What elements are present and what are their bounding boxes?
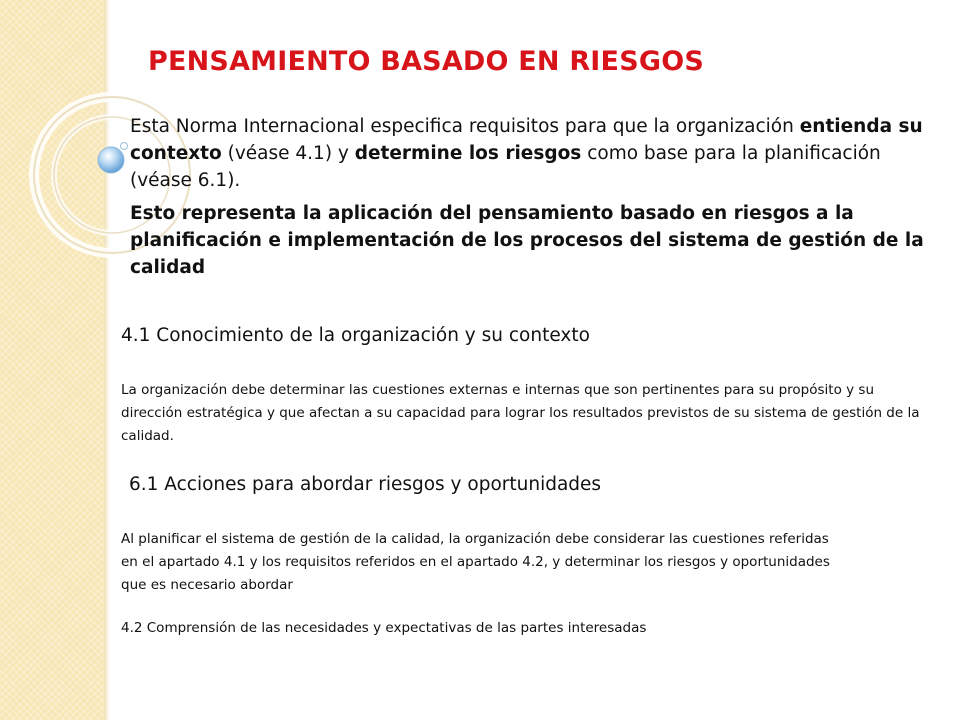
intro-text-2: (véase 4.1) y [221,143,355,164]
section-61-heading: 6.1 Acciones para abordar riesgos y oportunidades [129,474,602,495]
section-42-heading: 4.2 Comprensión de las necesidades y expectativas de las partes interesadas [121,620,647,636]
intro-paragraph [130,113,930,194]
intro-text-3: como base para la planificación (véase 6.1). [130,143,881,191]
section-41-heading: 4.1 Conocimiento de la organización y su contexto [121,325,590,346]
blue-orb-bullet-icon [98,143,128,174]
section-41-text: La organización debe determinar las cuestiones externas e internas que son pertinentes para su propósito y su dirección estratégica y que afectan a su capacidad para lograr los resultados previstos de su sistema de gestión de la calidad. [121,382,920,444]
intro-text-1: Esta Norma Internacional especifica requisitos para que la organización [130,116,800,137]
intro-bold-1: entienda su contexto [130,116,923,164]
section-61-text: Al planificar el sistema de gestión de la calidad, la organización debe considerar las cuestiones referidas en el apartado 4.1 y los requisitos referidos en el apartado 4.2, y determinar los riesgos y oportunidades que es necesario abordar [121,531,830,593]
slide-title: PENSAMIENTO BASADO EN RIESGOS [148,46,705,77]
emphasis-paragraph: Esto representa la aplicación del pensamiento basado en riesgos a la planificación e implementación de los procesos del sistema de gestión de la calidad [130,203,924,278]
intro-bold-2: determine los riesgos [354,143,582,164]
